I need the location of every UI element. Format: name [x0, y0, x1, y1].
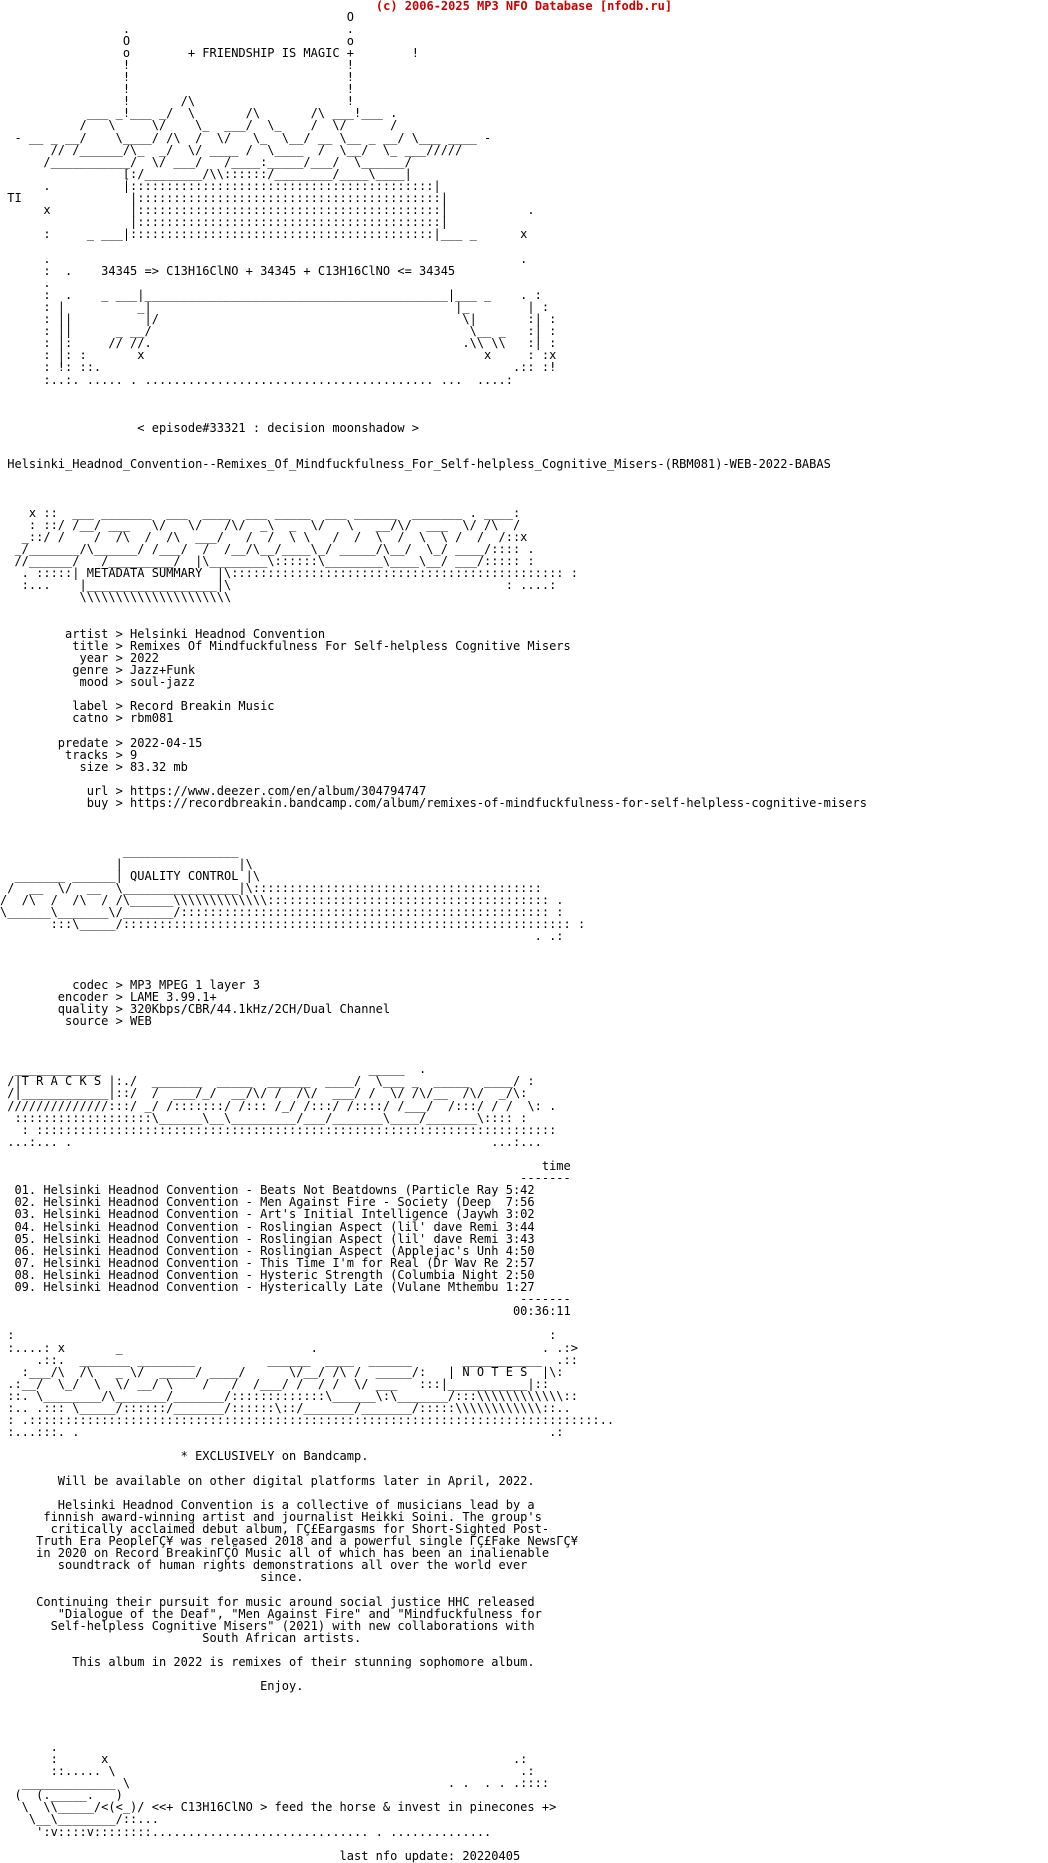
- nfo-line: _____________ \ . . . . .::::: [0, 1776, 550, 1791]
- copyright-banner: (c) 2006-2025 MP3 NFO Database [nfodb.ru]: [375, 0, 673, 13]
- nfo-line: /|____________|::/ / ___/_/ __/\/ / /\/ ___/ / \/ /\/__ /\/ _/\:: [0, 1086, 528, 1101]
- nfo-line: Continuing their pursuit for music around social justice HHC released: [0, 1594, 535, 1609]
- nfo-line: 07. Helsinki Headnod Convention - This Time I'm for Real (Dr Wav Re 2:57: [0, 1255, 535, 1270]
- nfo-line: .: [0, 1739, 58, 1754]
- nfo-line: 06. Helsinki Headnod Convention - Roslingian Aspect (Applejac's Unh 4:50: [0, 1243, 535, 1258]
- nfo-line: ! !: [0, 57, 355, 72]
- nfo-line: title > Remixes Of Mindfuckfulness For Self-helpless Cognitive Misers: [0, 638, 571, 653]
- nfo-line: x |::::::::::::::::::::::::::::::::::::::::::| .: [0, 203, 535, 218]
- nfo-line: soundtrack of human rights demonstrations all over the world ever: [0, 1558, 528, 1573]
- nfo-line: O o: [0, 33, 355, 48]
- nfo-line: : _ ___|::::::::::::::::::::::::::::::::::::::::::|___ _ x: [0, 227, 528, 242]
- nfo-line: .::. _______ ________ ______ ____ ______ ___________ .::: [0, 1352, 578, 1367]
- nfo-line: / \ \/ \_ ___/ \_ / \/ /: [0, 118, 398, 133]
- nfo-line: // /______/\_ _/ \/ ____ / \____ / \__/ \_ ___/////: [0, 142, 463, 157]
- nfo-line: 01. Helsinki Headnod Convention - Beats Not Beatdowns (Particle Ray 5:42: [0, 1183, 535, 1198]
- nfo-line: ...:... . ...:...: [0, 1134, 542, 1149]
- nfo-line: /|T R A C K S |:./ _______ _____ ______ ____/ \___ _ _____ ____/ :: [0, 1074, 535, 1089]
- nfo-line: 08. Helsinki Headnod Convention - Hysteric Strength (Columbia Night 2:50: [0, 1267, 535, 1282]
- nfo-line: source > WEB: [0, 1013, 152, 1028]
- nfo-line: 02. Helsinki Headnod Convention - Men Against Fire - Society (Deep 7:56: [0, 1195, 535, 1210]
- nfo-line: | |\: [0, 856, 253, 871]
- nfo-line: critically acclaimed debut album, ΓÇ£Eargasms for Short-Sighted Post-: [0, 1522, 550, 1536]
- nfo-line: < episode#33321 : decision moonshadow >: [0, 420, 420, 435]
- nfo-line: :___/\ /\ _ \/ _____/ ____/ \/__/ /\ / _____/: | N O T E S |\:: [0, 1364, 564, 1379]
- nfo-line: "Dialogue of the Deaf", "Men Against Fire" and "Mindfuckfulness for: [0, 1606, 542, 1621]
- nfo-line: Will be available on other digital platforms later in April, 2022.: [0, 1473, 535, 1488]
- nfo-line: - __ _ __/ \____/ /\ / \/ \_ \__/ __ \__ _ __/ \___ ____ -: [0, 130, 492, 145]
- nfo-line: : . _ ___|__________________________________________|___ _ . :: [0, 287, 542, 302]
- nfo-line: -------: [0, 1292, 571, 1307]
- nfo-line: O: [0, 9, 355, 24]
- nfo-line: quality > 320Kbps/CBR/44.1kHz/2CH/Dual Channel: [0, 1001, 391, 1016]
- nfo-line: predate > 2022-04-15: [0, 735, 203, 750]
- nfo-line: \______\_______\/_______/::::::::::::::::::::::::::::::::::::::::::::::::::: :: [0, 904, 564, 919]
- nfo-line: 05. Helsinki Headnod Convention - Roslingian Aspect (lil' dave Remi 3:43: [0, 1231, 535, 1246]
- nfo-line: . :::::| METADATA SUMMARY |\:::::::::::::::::::::::::::::::::::::::::::::: :: [0, 566, 578, 581]
- nfo-line: . .: [0, 251, 528, 266]
- nfo-line: _/_______/\______/ /___/ / /__/\__/____\_/ _____/\__/ \_/ ____/:::: .: [0, 541, 535, 556]
- nfo-line: : ::::::::::::::::::::::::::::::::::::::::::::::::::::::::::::::::::::::::: [0, 1122, 557, 1137]
- nfo-line: ! !: [0, 70, 355, 84]
- nfo-line: . |::::::::::::::::::::::::::::::::::::::::::|: [0, 178, 441, 193]
- nfo-line: in 2020 on Record BreakinΓÇÖ Music all of which has been an inalienable: [0, 1546, 550, 1561]
- nfo-line: .:__/ \_/ \ \/ __/ \ / / /___/ / / / \/ ___ :::|___________|::: [0, 1376, 550, 1391]
- nfo-line: buy > https://recordbreakin.bandcamp.com/album/remixes-of-mindfuckfulness-for-self-helpless-cognitive-misers: [0, 796, 867, 810]
- nfo-line: .: [0, 275, 51, 290]
- nfo-line: Helsinki_Headnod_Convention--Remixes_Of_Mindfuckfulness_For_Self-helpless_Cognitive_Misers-(RBM081)-WEB-2022-BABAS: [0, 457, 831, 472]
- nfo-line: :... |__________________|\ : ....:: [0, 578, 557, 593]
- nfo-line: : x .:: [0, 1751, 528, 1766]
- nfo-line: : || |/ \| :| :: [0, 312, 557, 326]
- nfo-line: : || _ __/ \__ _ :| :: [0, 324, 557, 339]
- nfo-line: ::. \________/\_______/_______/:::::::::::::\______\:\_______/:::\\\\\\\\\\\\::: [0, 1388, 578, 1403]
- nfo-line: ! /\ !: [0, 94, 355, 109]
- nfo-line: : :: [0, 1328, 557, 1343]
- nfo-line: /___________/ \/ ___/ /____:_____/___/ \______/: [0, 154, 412, 169]
- nfo-line: _______ ______| QUALITY CONTROL |\: [0, 868, 261, 883]
- nfo-line: catno > rbm081: [0, 711, 174, 726]
- nfo-line: * EXCLUSIVELY on Bandcamp.: [0, 1449, 369, 1464]
- nfo-line: : |: // //. .\\ \\ :| :: [0, 336, 557, 351]
- nfo-line: artist > Helsinki Headnod Convention: [0, 626, 326, 641]
- nfo-line: finnish award-winning artist and journalist Heikki Soini. The group's: [0, 1509, 542, 1524]
- nfo-line: . .:: [0, 929, 564, 944]
- nfo-line: time: [0, 1159, 571, 1173]
- nfo-line: : . 34345 => C13H16ClNO + 34345 + C13H16ClNO <= 34345: [0, 263, 456, 278]
- nfo-line: encoder > LAME 3.99.1+: [0, 989, 217, 1004]
- nfo-line: : |: : x x : :x: [0, 348, 557, 363]
- nfo-line: :::\_____/:::::::::::::::::::::::::::::::::::::::::::::::::::::::::::::: :: [0, 917, 586, 931]
- nfo-line: tracks > 9: [0, 747, 138, 762]
- nfo-line: \__\________/::...: [0, 1812, 159, 1827]
- nfo-line: / /\ / /\ / /\______\\\\\\\\\\\\\::::::::::::::::::::::::::::::::::::::: .: [0, 892, 564, 907]
- nfo-line: South African artists.: [0, 1630, 362, 1645]
- nfo-line: ::..... \ .:: [0, 1764, 535, 1778]
- nfo-line: : ::/ /__/ ___ \/ \/ /\/ _\ _ \/ \ __/\/ ___ \/ /\ /: [0, 517, 521, 532]
- nfo-line: o + FRIENDSHIP IS MAGIC + !: [0, 45, 420, 60]
- nfo-line: label > Record Breakin Music: [0, 699, 275, 714]
- nfo-line: ( (._____. ): [0, 1788, 123, 1803]
- nfo-line: _::/ / / /\ / /\ ___/ / / \ \ / / \ / \ \ / / /::x: [0, 529, 528, 544]
- nfo-line: 04. Helsinki Headnod Convention - Roslingian Aspect (lil' dave Remi 3:44: [0, 1219, 535, 1234]
- nfo-line: :..:. ..... . ........................................ ... ....:: [0, 372, 513, 387]
- nfo-line: x :: ___ _______ ___ ____ ___ _____ ___ ______ _______ . ____:: [0, 505, 521, 520]
- nfo-line: |::::::::::::::::::::::::::::::::::::::::::|: [0, 215, 448, 230]
- nfo-line: \\\\\\\\\\\\\\\\\\\\\: [0, 590, 232, 605]
- nfo-line: url > https://www.deezer.com/en/album/304794747: [0, 783, 427, 798]
- nfo-line: :.. .::: \_____/::::::/_______/::::::\::/_______/_______/:::::\\\\\\\\\\\\::..: [0, 1401, 571, 1415]
- nfo-line: year > 2022: [0, 650, 159, 665]
- nfo-line: :...:::. . .:: [0, 1425, 564, 1440]
- nfo-line: Helsinki Headnod Convention is a collective of musicians lead by a: [0, 1497, 535, 1512]
- nfo-line: 03. Helsinki Headnod Convention - Art's Initial Intelligence (Jaywh 3:02: [0, 1207, 535, 1222]
- nfo-line: last nfo update: 20220405: [0, 1848, 521, 1863]
- nfo-line: / __ \/ __ \________________|\::::::::::::::::::::::::::::::::::::::::: [0, 880, 542, 895]
- nfo-line: Enjoy.: [0, 1679, 304, 1694]
- nfo-line: Truth Era PeopleΓÇ¥ was released 2018 and a powerful single ΓÇ£Fake NewsΓÇ¥: [0, 1534, 578, 1549]
- nfo-line: Self-helpless Cognitive Misers" (2021) with new collaborations with: [0, 1618, 535, 1633]
- nfo-line: codec > MP3 MPEG 1 layer 3: [0, 977, 261, 992]
- nfo-line: :....: x _ . . .:>: [0, 1340, 578, 1355]
- nfo-line: ___ _!___ _/ \ /\ /\ ___!___ .: [0, 106, 398, 121]
- nfo-line: TI |::::::::::::::::::::::::::::::::::::::::::|: [0, 191, 448, 205]
- nfo-line: [:/________/\\::::::/________/____\____|: [0, 166, 412, 181]
- nfo-line: ________________: [0, 844, 239, 859]
- nfo-line: size > 83.32 mb: [0, 759, 188, 774]
- nfo-line: mood > soul-jazz: [0, 675, 196, 689]
- nfo-line: This album in 2022 is remixes of their stunning sophomore album.: [0, 1655, 535, 1670]
- nfo-line: . .: [0, 21, 355, 36]
- nfo-line: //______/ /_________/ |\________\::::::\________\____\__/ ___/::::: :: [0, 554, 535, 568]
- nfo-line: ':v::::v::::::::.............................. . ..............: [0, 1824, 492, 1839]
- nfo-line: : .:::::::::::::::::::::::::::::::::::::::::::::::::::::::::::::::::::::::::::::::..: [0, 1413, 615, 1428]
- nfo-line: since.: [0, 1570, 304, 1585]
- nfo-line: genre > Jazz+Funk: [0, 662, 196, 677]
- nfo-line: //////////////:::/ _/ /:::::::/ /::: /_/ /:::/ /::::/ /___/ /:::/ / / \: .: [0, 1098, 557, 1113]
- nfo-line: ! !: [0, 82, 355, 97]
- nfo-line: :::::::::::::::::::\______\__\_________/___/_______\____/_______\:::: :: [0, 1110, 528, 1125]
- nfo-line: 09. Helsinki Headnod Convention - Hysterically Late (Vulane Mthembu 1:27: [0, 1280, 535, 1294]
- nfo-line: \ \\_____/<(<_)/ <<+ C13H16ClNO > feed the horse & invest in pinecones +>: [0, 1800, 557, 1815]
- nfo-line: : | _| |_ | :: [0, 299, 550, 314]
- nfo-line: ____________ _____ .: [0, 1062, 427, 1077]
- nfo-line: : !: ::. .:: :!: [0, 360, 557, 375]
- nfo-line: 00:36:11: [0, 1304, 571, 1319]
- nfo-line: -------: [0, 1171, 571, 1186]
